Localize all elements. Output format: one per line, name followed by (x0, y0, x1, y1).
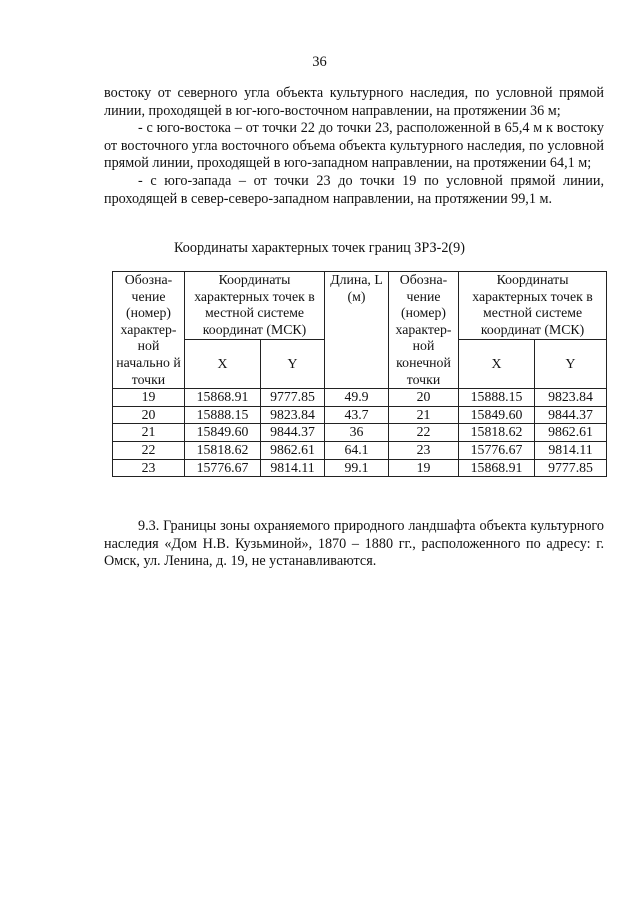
cell-end-point: 22 (389, 424, 459, 442)
cell-end-point: 19 (389, 459, 459, 477)
header-end-point: Обозна-чение (номер) характер-ной конечной точки (389, 272, 459, 389)
table-caption: Координаты характерных точек границ ЗРЗ-2(9) (174, 240, 465, 256)
cell-y-end: 9844.37 (535, 406, 607, 424)
cell-y-end: 9823.84 (535, 389, 607, 407)
cell-y-start: 9844.37 (261, 424, 325, 442)
header-x-end: X (459, 340, 535, 389)
cell-x-end: 15818.62 (459, 424, 535, 442)
cell-x-start: 15776.67 (185, 459, 261, 477)
cell-y-end: 9862.61 (535, 424, 607, 442)
cell-y-end: 9777.85 (535, 459, 607, 477)
header-x-start: X (185, 340, 261, 389)
cell-y-start: 9862.61 (261, 441, 325, 459)
section-9-3-paragraph: 9.3. Границы зоны охраняемого природного ландшафта объекта культурного наследия «Дом Н.В. Кузьминой», 1870 – 1880 гг., расположенного по адресу: г. Омск, ул. Ленина, д. 19, не устанавливаются. (104, 518, 604, 570)
cell-start-point: 19 (113, 389, 185, 407)
table-row (113, 441, 607, 459)
cell-y-start: 9823.84 (261, 406, 325, 424)
cell-length: 64.1 (325, 441, 389, 459)
cell-y-start: 9814.11 (261, 459, 325, 477)
cell-start-point: 21 (113, 424, 185, 442)
header-start-point: Обозна-чение (номер) характер-ной начально й точки (113, 272, 185, 389)
paragraph: - с юго-востока – от точки 22 до точки 23, расположенной в 65,4 м к востоку от восточного угла восточного объема объекта культурного наследия, по условной прямой линии, проходящей в юго-западном направлении, на протяжении 64,1 м; (104, 120, 604, 172)
cell-x-end: 15868.91 (459, 459, 535, 477)
table-row (113, 389, 607, 407)
table-row (113, 406, 607, 424)
table-row (113, 459, 607, 477)
cell-x-start: 15868.91 (185, 389, 261, 407)
cell-end-point: 23 (389, 441, 459, 459)
header-y-end: Y (535, 340, 607, 389)
cell-start-point: 20 (113, 406, 185, 424)
cell-x-start: 15888.15 (185, 406, 261, 424)
cell-x-end: 15849.60 (459, 406, 535, 424)
cell-end-point: 20 (389, 389, 459, 407)
header-length: Длина, L (м) (325, 272, 389, 389)
paragraph: - с юго-запада – от точки 23 до точки 19 по условной прямой линии, проходящей в север-северо-западном направлении, на протяжении 99,1 м. (104, 172, 604, 207)
header-y-start: Y (261, 340, 325, 389)
cell-length: 36 (325, 424, 389, 442)
coordinates-table (112, 271, 607, 477)
cell-x-end: 15776.67 (459, 441, 535, 459)
header-coords-start: Координаты характерных точек в местной системе координат (МСК) (185, 272, 325, 340)
cell-y-start: 9777.85 (261, 389, 325, 407)
table-row (113, 424, 607, 442)
cell-length: 43.7 (325, 406, 389, 424)
cell-y-end: 9814.11 (535, 441, 607, 459)
cell-x-start: 15849.60 (185, 424, 261, 442)
page-number: 36 (312, 54, 327, 70)
cell-start-point: 22 (113, 441, 185, 459)
header-coords-end: Координаты характерных точек в местной системе координат (МСК) (459, 272, 607, 340)
cell-start-point: 23 (113, 459, 185, 477)
cell-x-end: 15888.15 (459, 389, 535, 407)
cell-length: 49.9 (325, 389, 389, 407)
body-text (104, 85, 604, 208)
cell-end-point: 21 (389, 406, 459, 424)
cell-x-start: 15818.62 (185, 441, 261, 459)
cell-length: 99.1 (325, 459, 389, 477)
paragraph: востоку от северного угла объекта культурного наследия, по условной прямой линии, проходящей в юг-юго-восточном направлении, на протяжении 36 м; (104, 85, 604, 119)
